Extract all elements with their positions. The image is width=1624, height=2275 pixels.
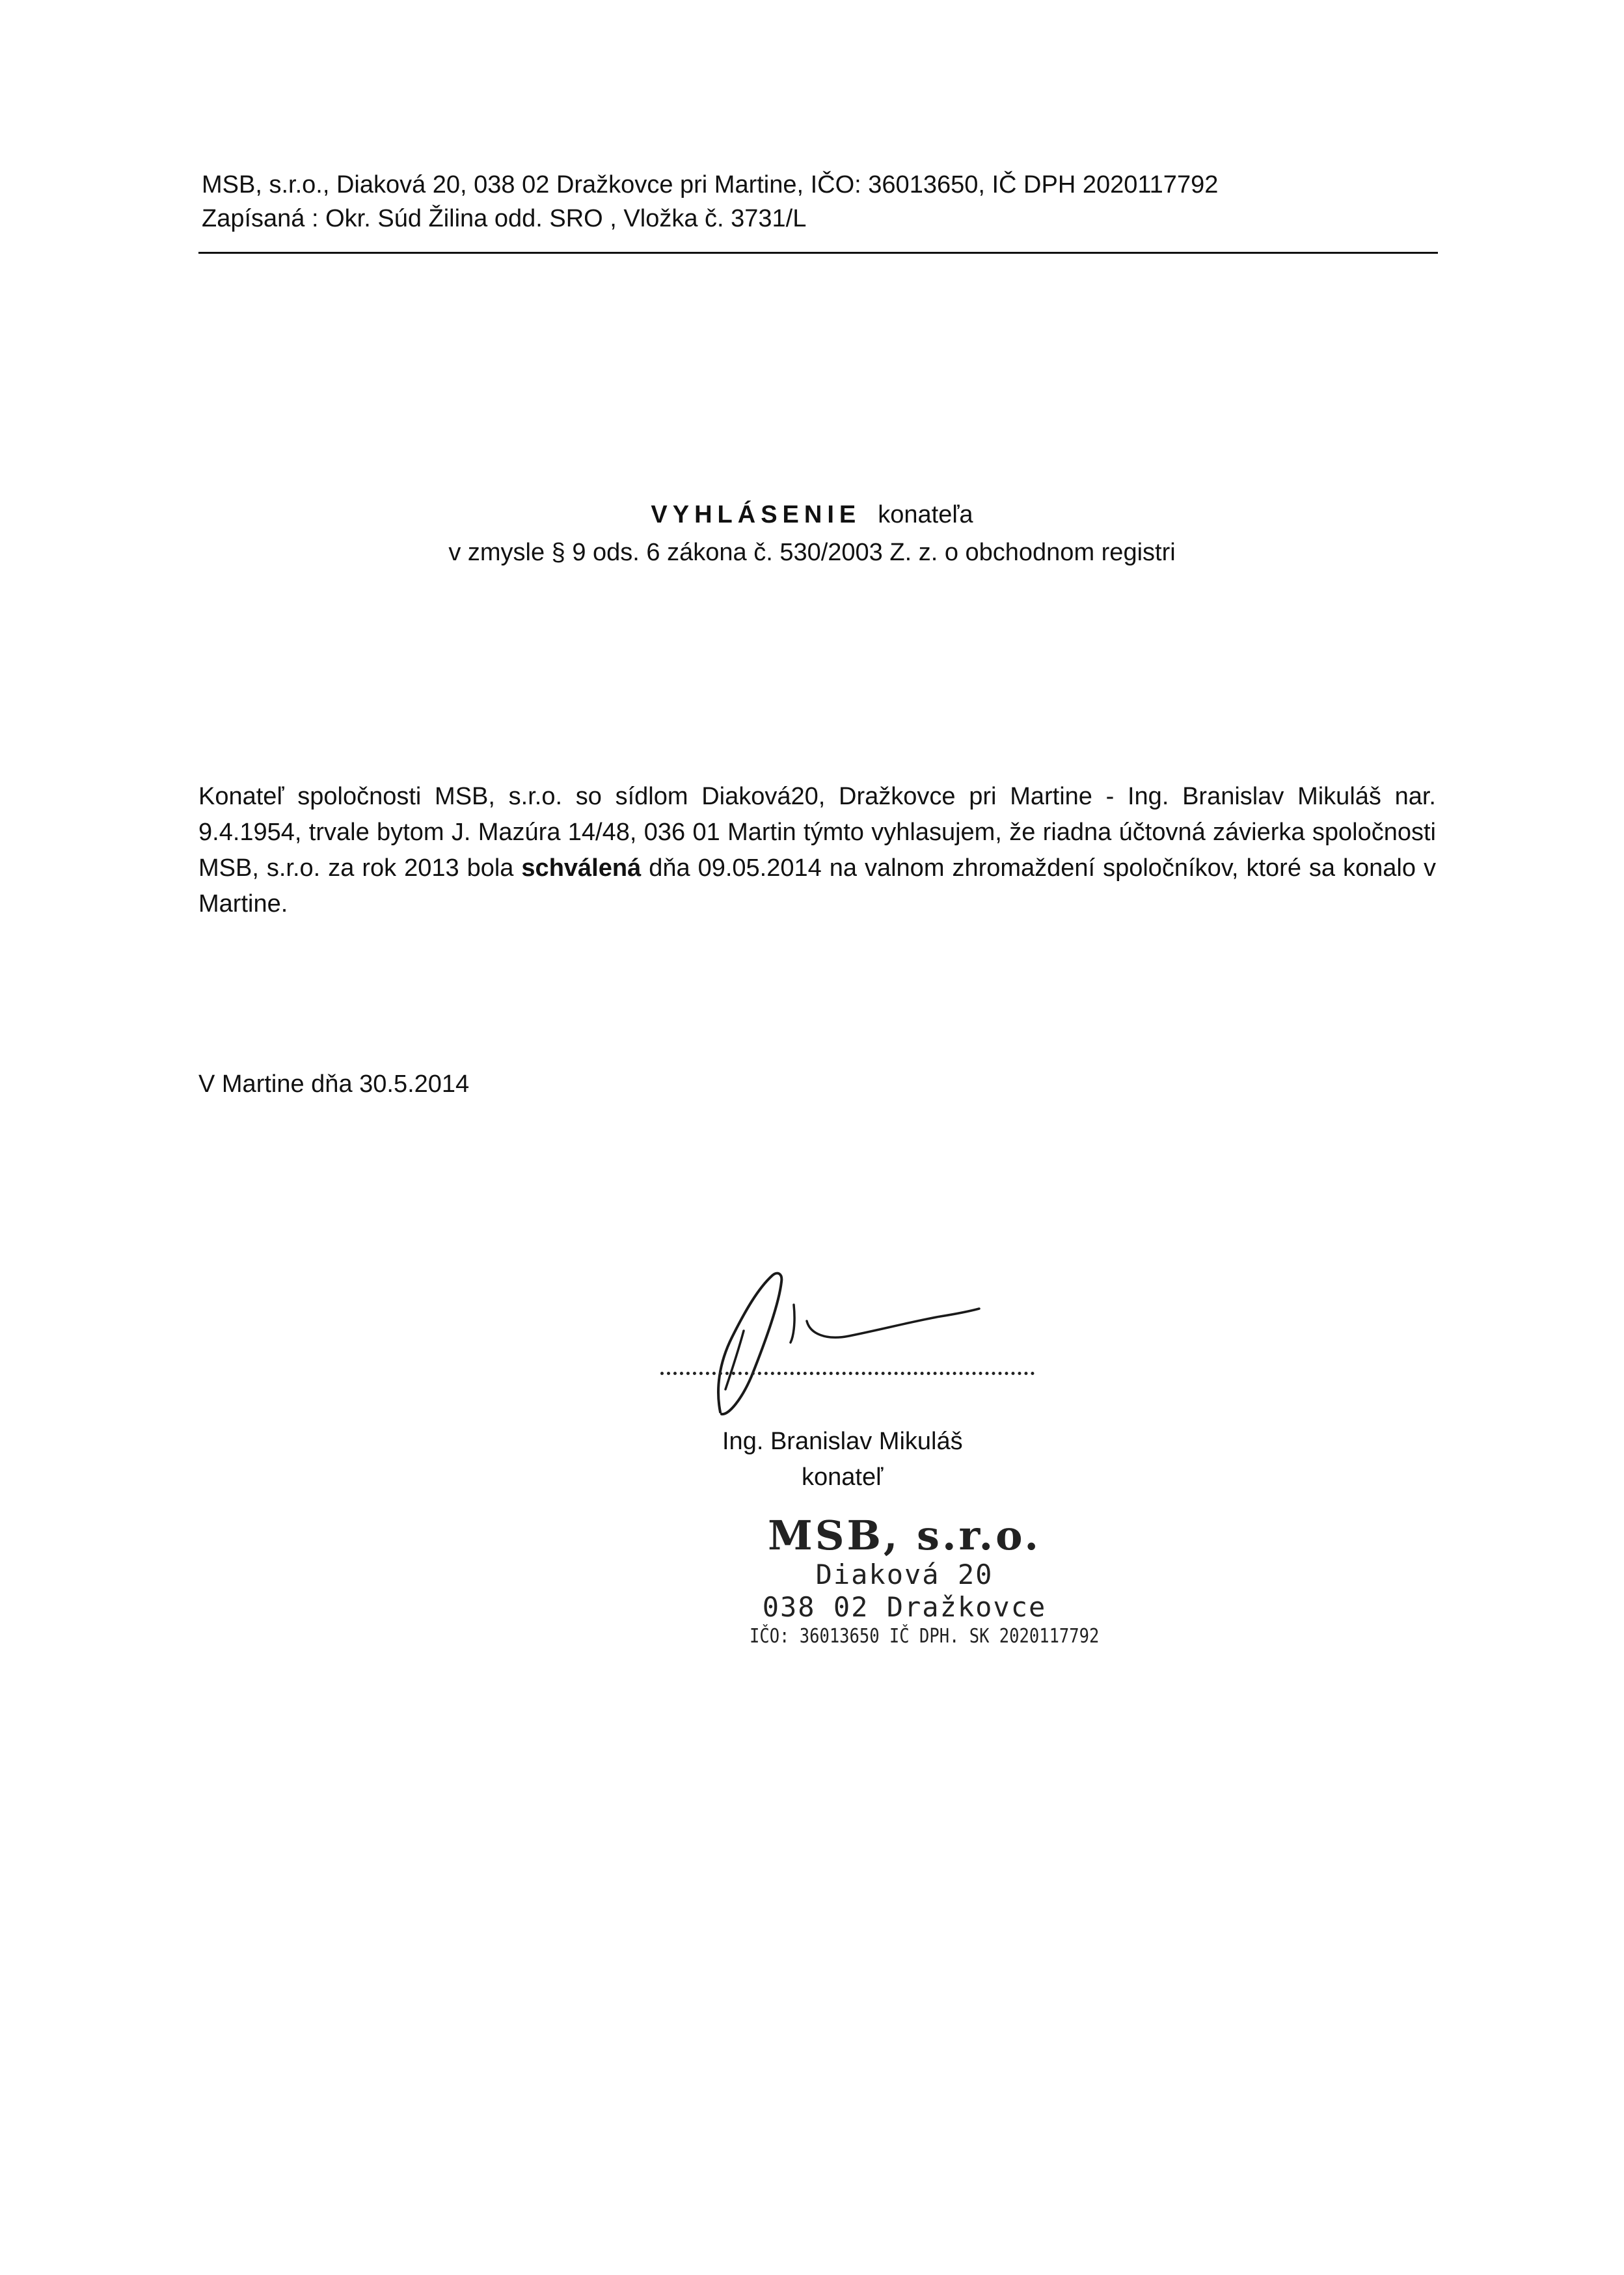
paragraph-text-start: Konateľ spoločnosti MSB, s.r.o. so sídlom Diaková20, Dražkovce pri Martine - Ing. Branislav Mikuláš nar. 9.4.1954, trvale bytom J. Mazúra 14/48, 036 01 Martin týmto vyhlasujem, že riadna účtovná závierka spoločnosti MSB, s.r.o. za rok 2013 bola <box>198 783 1436 882</box>
title-main: VYHLÁSENIE <box>651 501 861 528</box>
handwritten-signature <box>712 1259 1018 1428</box>
stamp-company-name: MSB, s.r.o. <box>768 1512 1041 1559</box>
stamp-ids: IČO: 36013650 IČ DPH. SK 2020117792 <box>750 1625 1100 1648</box>
signature-line <box>660 1372 1035 1375</box>
declaration-paragraph <box>198 779 1436 922</box>
signer-name: Ing. Branislav Mikuláš <box>722 1428 963 1455</box>
company-stamp <box>722 1512 1100 1650</box>
stamp-city: 038 02 Dražkovce <box>762 1591 1047 1623</box>
company-header <box>202 168 1438 236</box>
paragraph-text-end: dňa 09.05.2014 na valnom zhromaždení spoločníkov, ktoré sa konalo v Martine. <box>198 854 1436 918</box>
document-title <box>0 496 1624 571</box>
header-registry-line: Zapísaná : Okr. Súd Žilina odd. SRO , Vložka č. 3731/L <box>202 205 807 232</box>
signer-block <box>722 1424 995 1495</box>
title-suffix: konateľa <box>878 501 973 528</box>
place-and-date: V Martine dňa 30.5.2014 <box>198 1070 470 1098</box>
title-subtitle: v zmysle § 9 ods. 6 zákona č. 530/2003 Z. z. o obchodnom registri <box>448 539 1176 566</box>
header-address-line: MSB, s.r.o., Diaková 20, 038 02 Dražkovce pri Martine, IČO: 36013650, IČ DPH 2020117792 <box>202 171 1219 198</box>
paragraph-bold-word: schválená <box>521 854 642 882</box>
signer-role: konateľ <box>802 1464 884 1491</box>
stamp-street: Diaková 20 <box>815 1559 994 1590</box>
header-divider <box>198 252 1438 254</box>
